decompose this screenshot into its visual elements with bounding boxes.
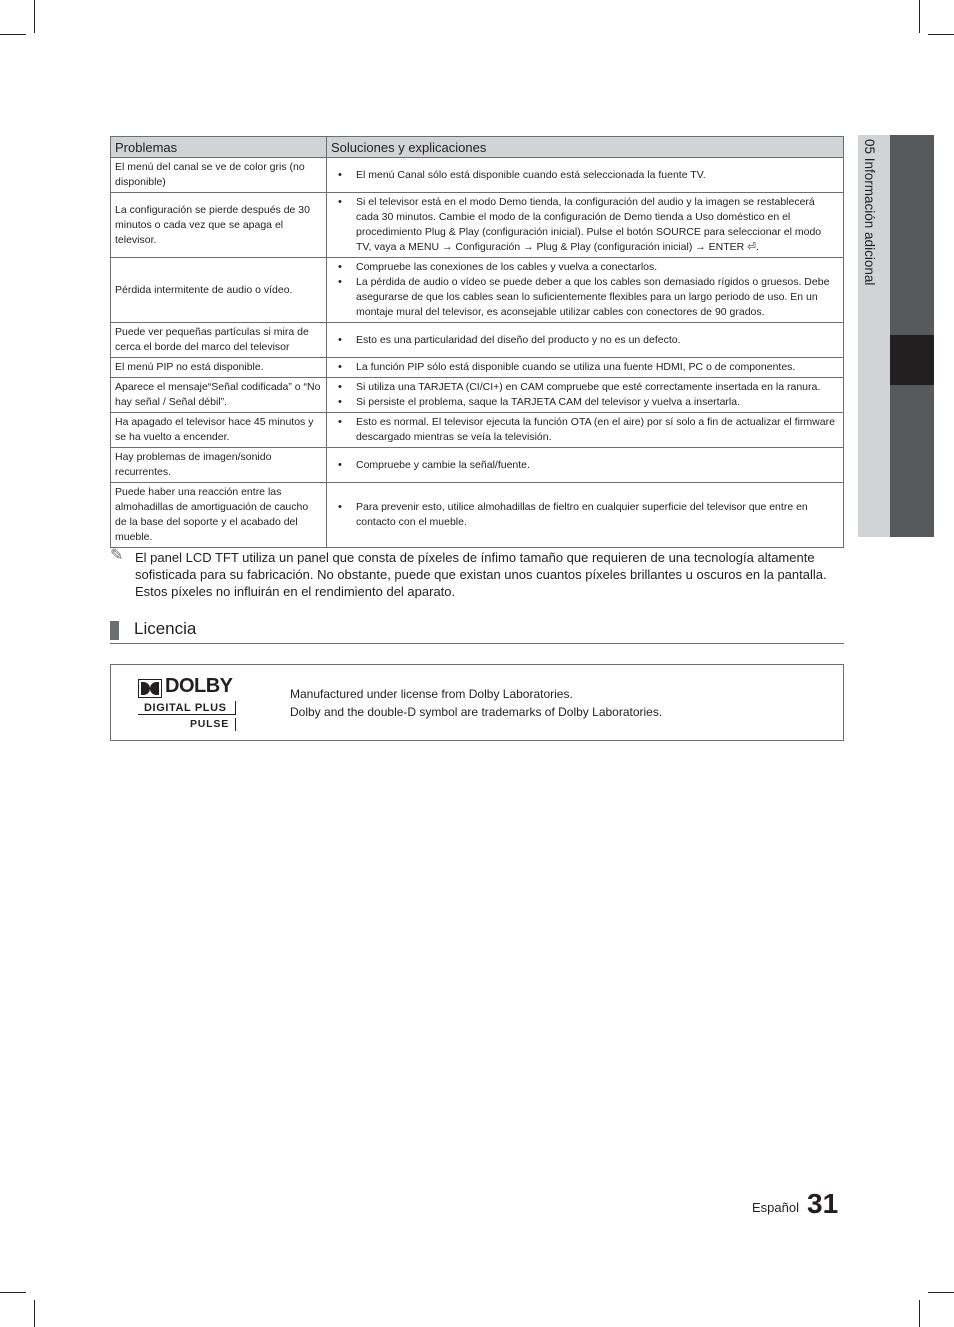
solution-item: • Compruebe las conexiones de los cables y vuelva a conectarlos. bbox=[333, 260, 839, 275]
solution-cell bbox=[327, 158, 844, 193]
problem-cell: El menú del canal se ve de color gris (no disponible) bbox=[111, 158, 327, 193]
solution-item: • Si utiliza una TARJETA (CI/CI+) en CAM compruebe que esté correctamente insertada en la ranura. bbox=[333, 380, 839, 395]
footer-language: Español bbox=[752, 1200, 799, 1215]
table-row bbox=[111, 358, 844, 378]
crop-mark bbox=[928, 34, 954, 35]
column-header-problems: Problemas bbox=[111, 137, 327, 158]
crop-mark bbox=[919, 1300, 920, 1327]
solution-item: • Esto es una particularidad del diseño del producto y no es un defecto. bbox=[333, 333, 839, 348]
logo-line-1: DIGITAL PLUS bbox=[138, 701, 236, 715]
license-box bbox=[110, 664, 844, 741]
table-row bbox=[111, 158, 844, 193]
solution-item: • Compruebe y cambie la señal/fuente. bbox=[333, 458, 839, 473]
problem-cell: Puede haber una reacción entre las almohadillas de amortiguación de caucho de la base del soporte y el acabado del mueble. bbox=[111, 483, 327, 548]
table-row bbox=[111, 483, 844, 548]
solution-item: • La pérdida de audio o vídeo se puede deber a que los cables son demasiado rígidos o gruesos. Debe asegurarse de que los cables sean lo suficientemente flexibles para un largo periodo de uso. En un montaje mural del televisor, es aconsejable utilizar cables con conectores de 90 grados. bbox=[333, 275, 839, 320]
section-divider bbox=[110, 643, 844, 644]
chapter-active-marker bbox=[890, 335, 934, 385]
problem-cell: Pérdida intermitente de audio o vídeo. bbox=[111, 258, 327, 323]
solution-item: • Para prevenir esto, utilice almohadillas de fieltro en cualquier superficie del televisor que entre en contacto con el mueble. bbox=[333, 500, 839, 530]
solution-cell bbox=[327, 258, 844, 323]
solution-item: • La función PIP sólo está disponible cuando se utiliza una fuente HDMI, PC o de componentes. bbox=[333, 360, 839, 375]
solution-item: • El menú Canal sólo está disponible cuando está seleccionada la fuente TV. bbox=[333, 168, 839, 183]
section-title: Licencia bbox=[134, 619, 197, 638]
table-row bbox=[111, 323, 844, 358]
problem-cell: Puede ver pequeñas partículas si mira de cerca el borde del marco del televisor bbox=[111, 323, 327, 358]
solution-cell bbox=[327, 413, 844, 448]
lcd-panel-note bbox=[110, 549, 850, 600]
note-text: El panel LCD TFT utiliza un panel que consta de píxeles de ínfimo tamaño que requieren de una tecnología altamente sofisticada para su fabricación. No obstante, puede que existan unos cuantos píxeles brillantes u oscuros en la pantalla. Estos píxeles no influirán en el rendimiento del aparato. bbox=[135, 550, 827, 599]
table-row bbox=[111, 258, 844, 323]
solution-cell bbox=[327, 378, 844, 413]
table-row bbox=[111, 448, 844, 483]
license-line-1: Manufactured under license from Dolby Laboratories. bbox=[290, 687, 573, 701]
problem-cell: Hay problemas de imagen/sonido recurrentes. bbox=[111, 448, 327, 483]
solution-item: • Esto es normal. El televisor ejecuta la función OTA (en el aire) por sí solo a fin de actualizar el firmware descargado mientras se veía la televisión. bbox=[333, 415, 839, 445]
dolby-digital-plus-pulse-logo bbox=[138, 675, 242, 732]
chapter-label: 05 Información adicional bbox=[862, 139, 877, 286]
double-d-icon bbox=[138, 679, 162, 698]
solution-cell bbox=[327, 448, 844, 483]
troubleshooting-table bbox=[110, 136, 844, 548]
crop-mark bbox=[34, 1300, 35, 1327]
logo-line-2: PULSE bbox=[138, 718, 236, 731]
crop-mark bbox=[919, 0, 920, 33]
crop-mark bbox=[34, 0, 35, 33]
problem-cell: Aparece el mensaje“Señal codificada” o “No hay señal / Señal débil”. bbox=[111, 378, 327, 413]
section-marker bbox=[110, 621, 119, 640]
crop-mark bbox=[0, 1292, 26, 1293]
problem-cell: Ha apagado el televisor hace 45 minutos y se ha vuelto a encender. bbox=[111, 413, 327, 448]
problem-cell: La configuración se pierde después de 30 minutos o cada vez que se apaga el televisor. bbox=[111, 193, 327, 258]
page-number: 31 bbox=[807, 1188, 839, 1219]
crop-mark bbox=[928, 1292, 954, 1293]
logo-brand: DOLBY bbox=[165, 675, 233, 697]
crop-mark bbox=[0, 34, 26, 35]
table-row bbox=[111, 193, 844, 258]
problem-cell: El menú PIP no está disponible. bbox=[111, 358, 327, 378]
license-line-2: Dolby and the double-D symbol are trademarks of Dolby Laboratories. bbox=[290, 705, 663, 719]
solution-cell bbox=[327, 193, 844, 258]
solution-cell bbox=[327, 323, 844, 358]
solution-cell bbox=[327, 483, 844, 548]
solution-item: • Si el televisor está en el modo Demo tienda, la configuración del audio y la imagen se restablecerá cada 30 minutos. Cambie el modo de la configuración de Demo tienda a Uso doméstico en el procedimiento Plug & Play (configuración inicial). Pulse el botón SOURCE para seleccionar el modo TV, vaya a MENU → Configuración → Plug & Play (configuración inicial) → ENTER ⏎. bbox=[333, 195, 839, 255]
column-header-solutions: Soluciones y explicaciones bbox=[327, 137, 844, 158]
table-row bbox=[111, 378, 844, 413]
chapter-side-tab bbox=[858, 135, 934, 537]
solution-cell bbox=[327, 358, 844, 378]
table-row bbox=[111, 413, 844, 448]
pencil-note-icon: ✎ bbox=[110, 547, 124, 564]
solution-item: • Si persiste el problema, saque la TARJETA CAM del televisor y vuelva a insertarla. bbox=[333, 395, 839, 410]
license-text bbox=[290, 685, 662, 721]
